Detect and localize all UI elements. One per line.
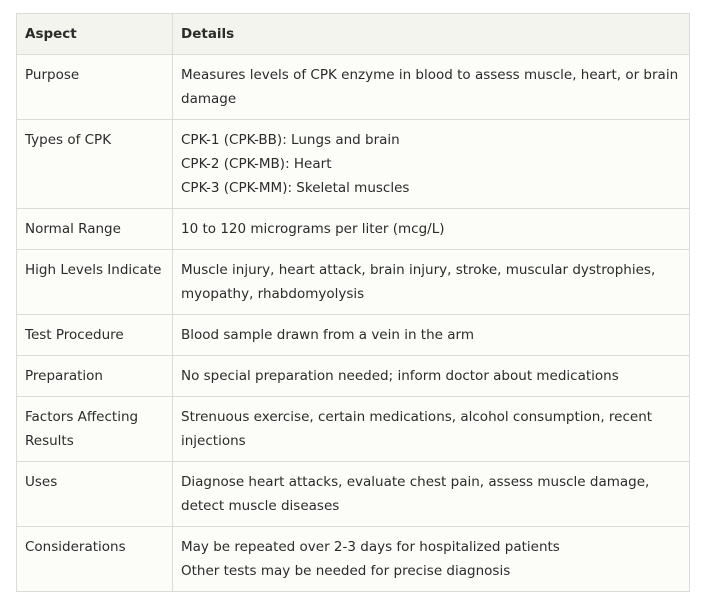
header-details: Details — [173, 14, 690, 55]
detail-line: Other tests may be needed for precise diagnosis — [181, 563, 511, 579]
table-row — [17, 527, 690, 592]
table-row — [17, 120, 690, 209]
cell-aspect: Preparation — [17, 356, 173, 397]
cell-details — [173, 356, 690, 397]
cell-details — [173, 397, 690, 462]
cell-details — [173, 209, 690, 250]
table-row — [17, 315, 690, 356]
detail-line: CPK-2 (CPK-MB): Heart — [181, 156, 332, 172]
detail-line: Blood sample drawn from a vein in the arm — [181, 327, 474, 343]
cell-aspect: Test Procedure — [17, 315, 173, 356]
cell-aspect: Types of CPK — [17, 120, 173, 209]
cpk-info-table — [16, 13, 690, 592]
detail-line: Strenuous exercise, certain medications, alcohol consumption, recent injections — [181, 409, 653, 449]
table-row — [17, 397, 690, 462]
detail-line: May be repeated over 2-3 days for hospitalized patients — [181, 539, 560, 555]
detail-line: CPK-1 (CPK-BB): Lungs and brain — [181, 132, 400, 148]
detail-line: No special preparation needed; inform doctor about medications — [181, 368, 619, 384]
cell-details — [173, 315, 690, 356]
table-row — [17, 462, 690, 527]
table-row — [17, 209, 690, 250]
cell-details — [173, 55, 690, 120]
table-row — [17, 250, 690, 315]
table-body — [17, 55, 690, 592]
cell-details — [173, 250, 690, 315]
detail-line: Muscle injury, heart attack, brain injury, stroke, muscular dystrophies, myopathy, rhabdomyolysis — [181, 262, 656, 302]
cell-aspect: Normal Range — [17, 209, 173, 250]
detail-line: Diagnose heart attacks, evaluate chest pain, assess muscle damage, detect muscle diseases — [181, 474, 650, 514]
detail-line: Measures levels of CPK enzyme in blood to assess muscle, heart, or brain damage — [181, 67, 679, 107]
table-row — [17, 356, 690, 397]
cell-aspect: Factors Affecting Results — [17, 397, 173, 462]
table-row — [17, 55, 690, 120]
cell-aspect: Purpose — [17, 55, 173, 120]
cell-aspect: Considerations — [17, 527, 173, 592]
cell-aspect: High Levels Indicate — [17, 250, 173, 315]
detail-line: CPK-3 (CPK-MM): Skeletal muscles — [181, 180, 410, 196]
header-aspect: Aspect — [17, 14, 173, 55]
cell-details — [173, 527, 690, 592]
cell-details — [173, 462, 690, 527]
detail-line: 10 to 120 micrograms per liter (mcg/L) — [181, 221, 445, 237]
cell-details — [173, 120, 690, 209]
table-header-row — [17, 14, 690, 55]
cpk-table-container — [16, 13, 689, 592]
cell-aspect: Uses — [17, 462, 173, 527]
